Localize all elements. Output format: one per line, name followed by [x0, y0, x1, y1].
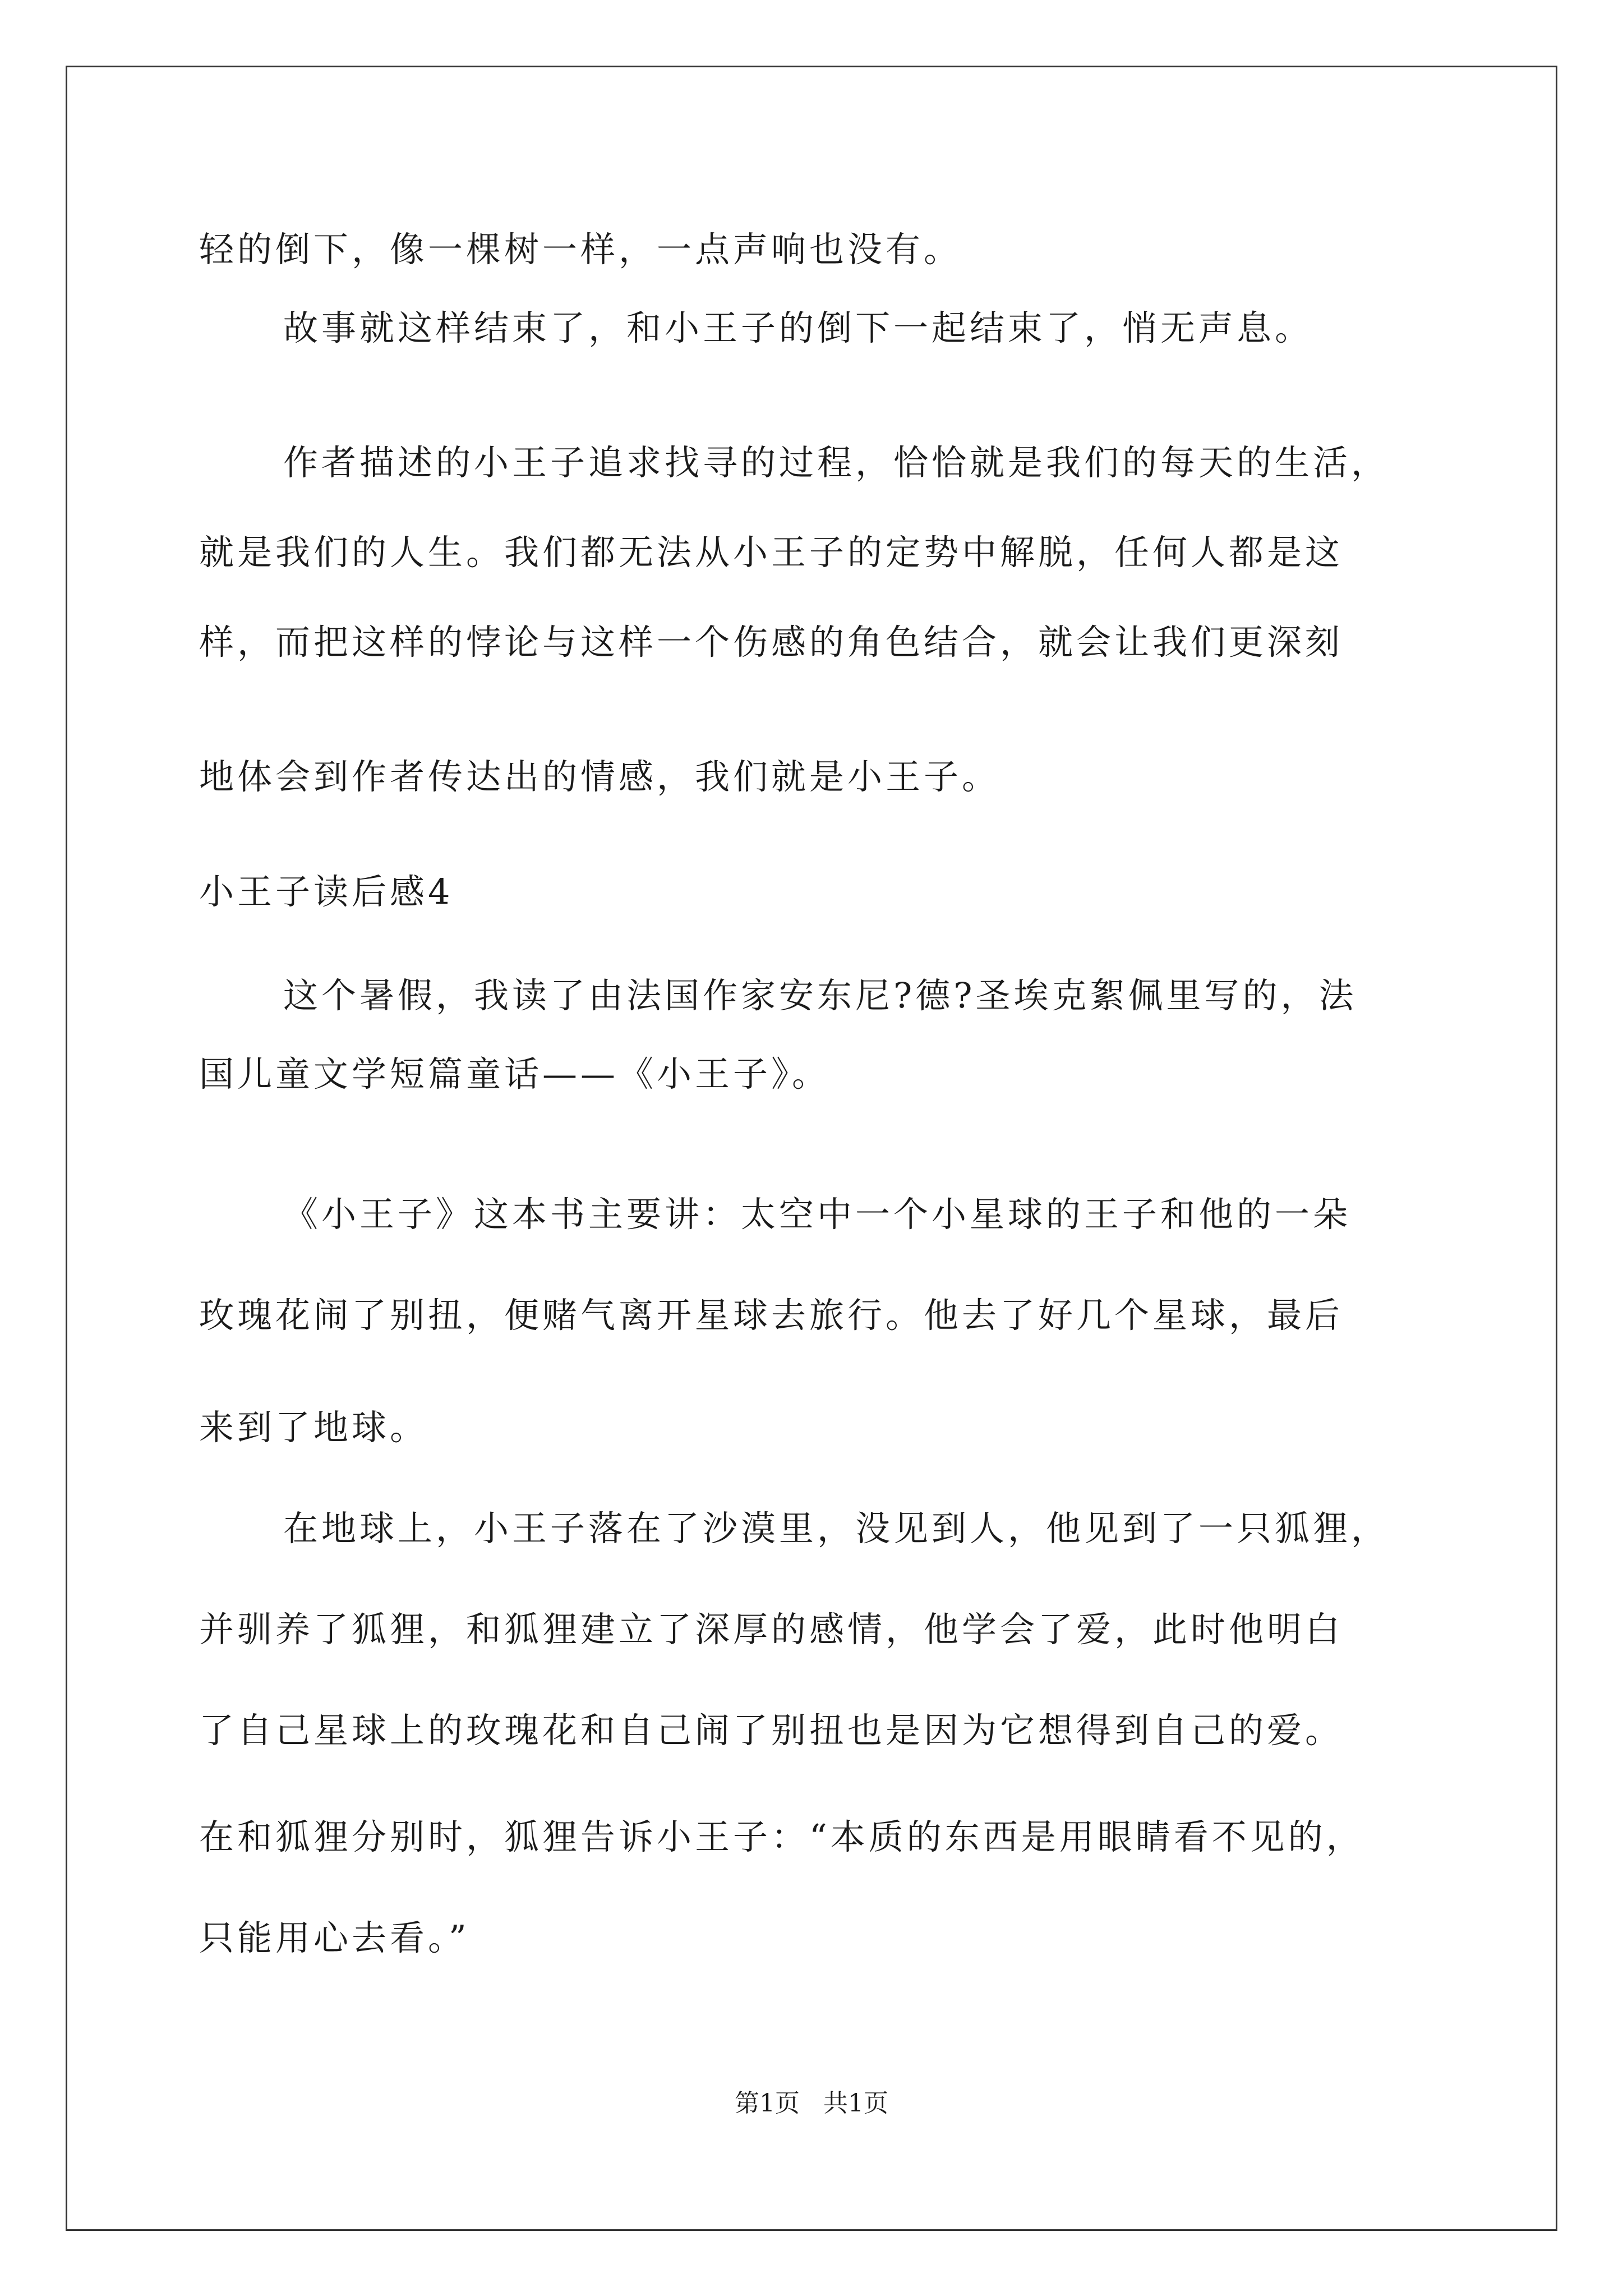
text-line: 在地球上，小王子落在了沙漠里，没见到人，他见到了一只狐狸， — [283, 1508, 1390, 1549]
text-line: 在和狐狸分别时，狐狸告诉小王子：“本质的东西是用眼睛看不见的， — [199, 1816, 1364, 1857]
text-line: 作者描述的小王子追求找寻的过程，恰恰就是我们的每天的生活， — [283, 442, 1390, 483]
page-footer: 第1页 共1页 — [735, 2089, 888, 2118]
text-line: 《小王子》这本书主要讲：太空中一个小星球的王子和他的一朵 — [283, 1194, 1352, 1235]
text-line: 来到了地球。 — [199, 1407, 428, 1448]
text-line: 样，而把这样的悖论与这样一个伤感的角色结合，就会让我们更深刻 — [199, 622, 1344, 662]
text-line: 了自己星球上的玫瑰花和自己闹了别扭也是因为它想得到自己的爱。 — [199, 1710, 1344, 1751]
text-line: 轻的倒下，像一棵树一样，一点声响也没有。 — [199, 229, 962, 270]
text-line: 这个暑假，我读了由法国作家安东尼?德?圣埃克絮佩里写的，法 — [283, 975, 1357, 1016]
text-line: 玫瑰花闹了别扭，便赌气离开星球去旅行。他去了好几个星球，最后 — [199, 1295, 1344, 1336]
text-line: 地体会到作者传达出的情感，我们就是小王子。 — [199, 756, 1000, 797]
text-line: 故事就这样结束了，和小王子的倒下一起结束了，悄无声息。 — [283, 307, 1313, 348]
text-line: 并驯养了狐狸，和狐狸建立了深厚的感情，他学会了爱，此时他明白 — [199, 1609, 1344, 1650]
text-line: 就是我们的人生。我们都无法从小王子的定势中解脱，任何人都是这 — [199, 532, 1344, 573]
page-border — [66, 66, 1557, 2231]
text-line: 国儿童文学短篇童话——《小王子》。 — [199, 1053, 831, 1094]
text-line: 只能用心去看。” — [199, 1917, 470, 1958]
section-heading: 小王子读后感4 — [199, 871, 454, 912]
